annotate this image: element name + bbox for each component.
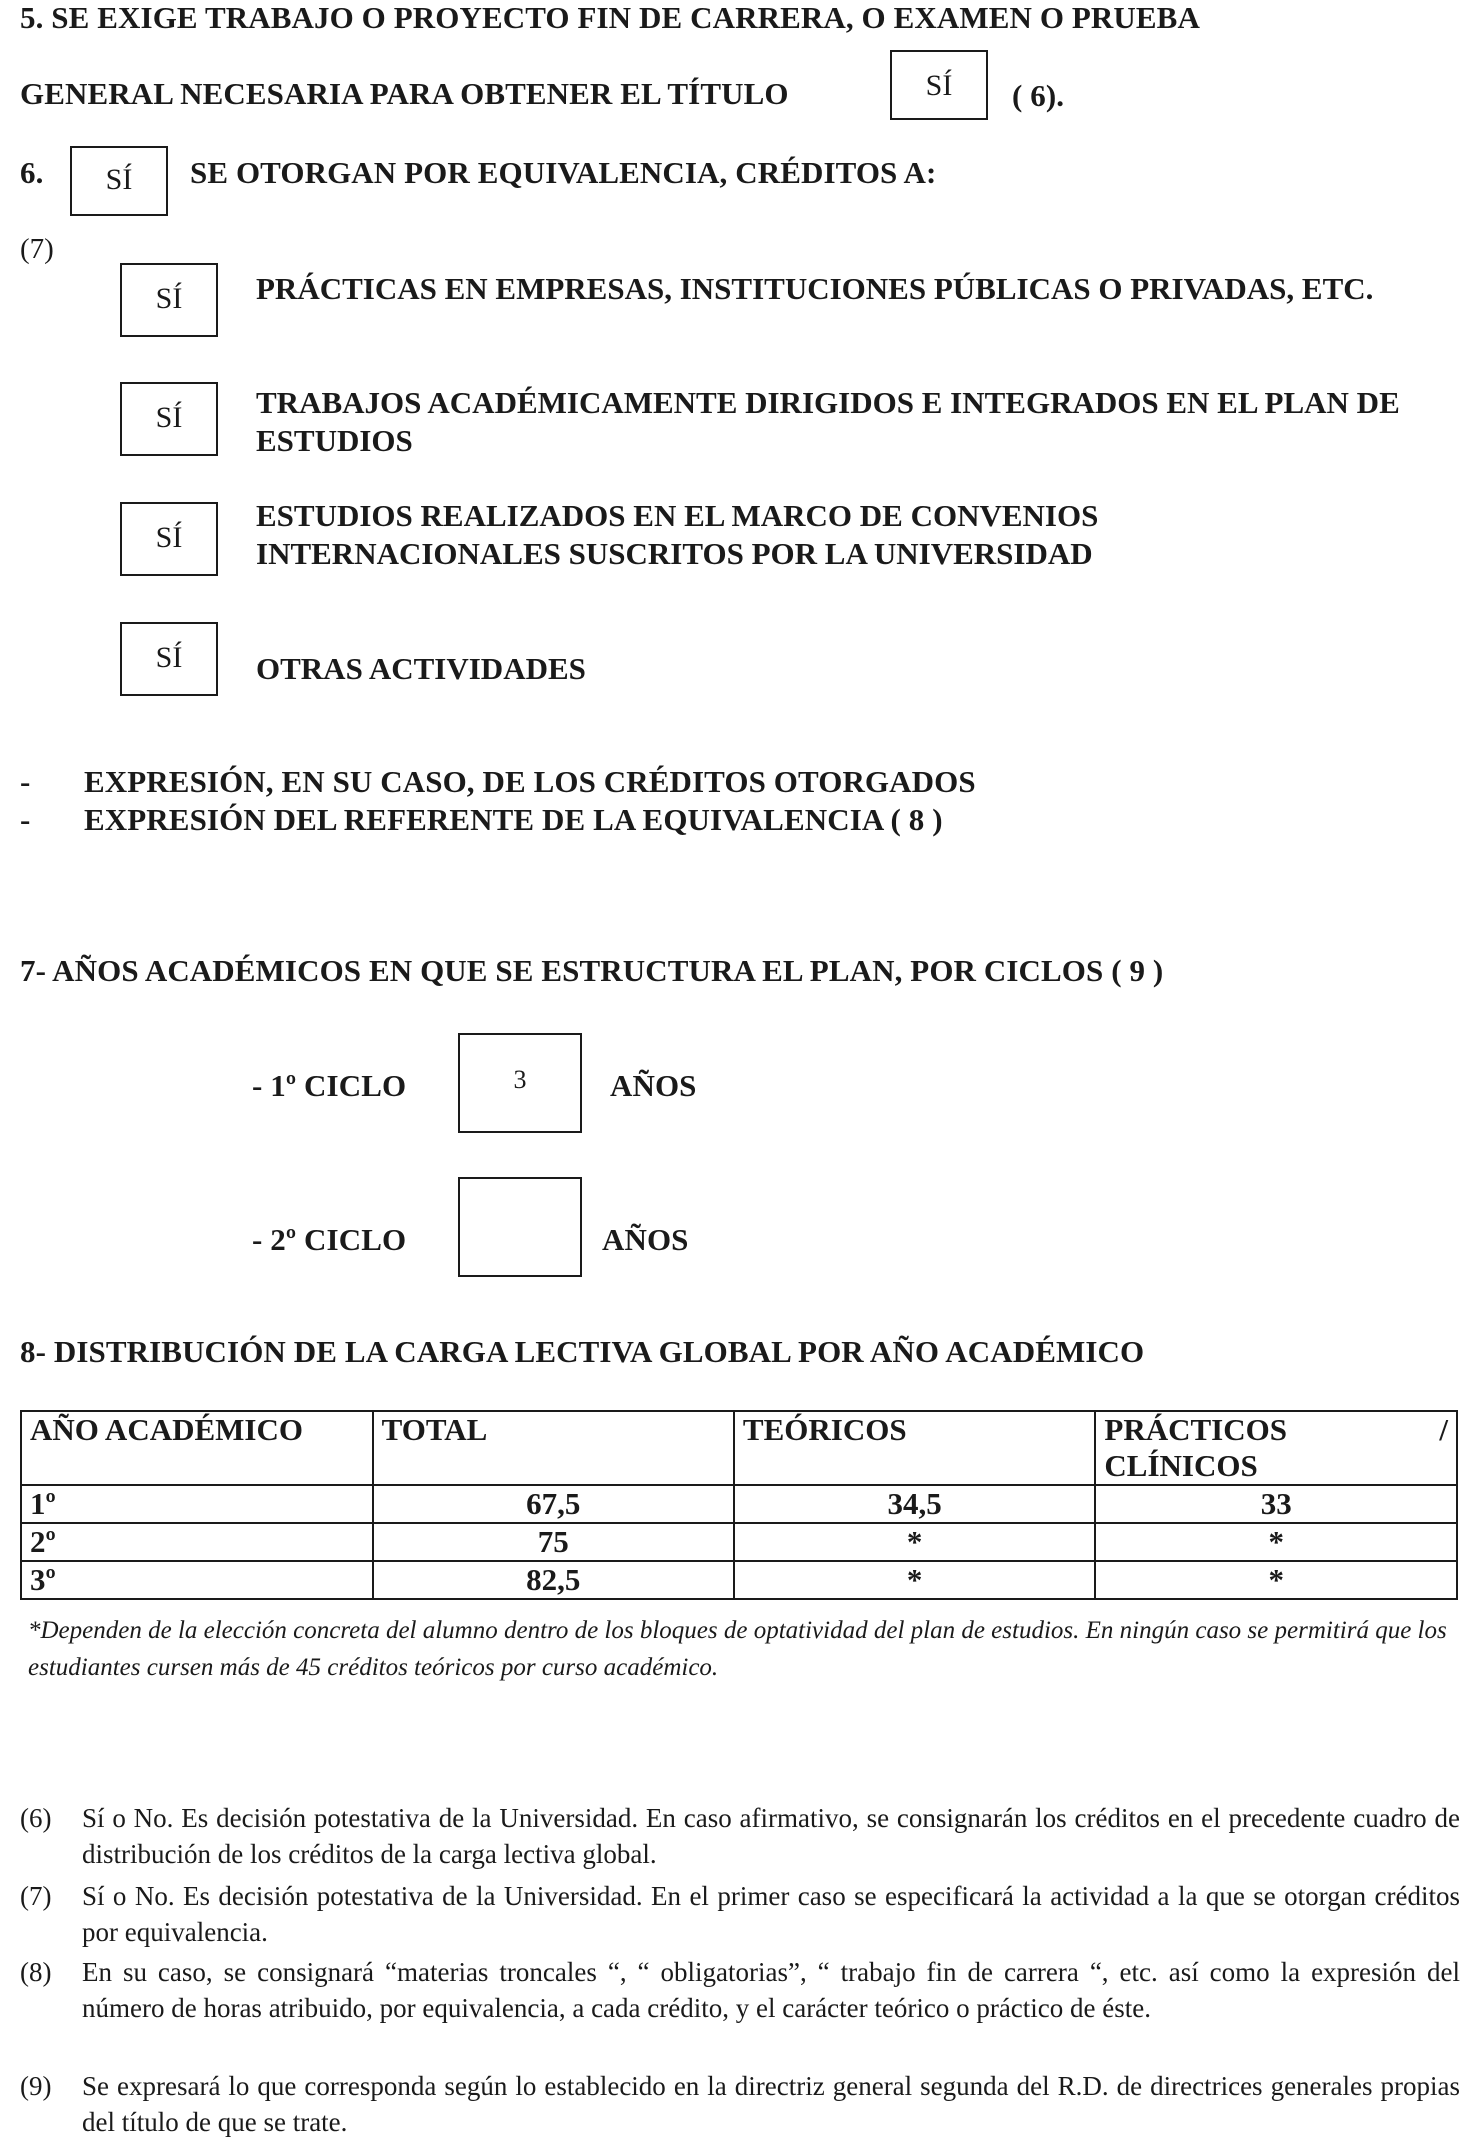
option-practicas-text: PRÁCTICAS EN EMPRESAS, INSTITUCIONES PÚBLICAS O PRIVADAS, ETC. — [256, 271, 1374, 306]
footnote-text: Sí o No. Es decisión potestativa de la Universidad. En caso afirmativo, se consignarán los créditos en el precedente cuadro de distribución de los créditos de la carga lectiva global. — [82, 1803, 1460, 1869]
ciclo-1-unit: AÑOS — [610, 1068, 697, 1103]
ciclo-1-years-box: 3 — [458, 1033, 582, 1133]
option-trabajos-text: TRABAJOS ACADÉMICAMENTE DIRIGIDOS E INTEGRADOS EN EL PLAN DE ESTUDIOS — [256, 385, 1400, 458]
table-row — [21, 1561, 1457, 1599]
row-teoricos: 34,5 — [734, 1485, 1095, 1523]
section-6-ref: (7) — [20, 233, 54, 265]
row-practicos: * — [1095, 1523, 1457, 1561]
section-6-answer-box: SÍ — [70, 146, 168, 216]
footnote-6 — [20, 1800, 1460, 1872]
header-total: TOTAL — [373, 1411, 734, 1485]
option-otras-box: SÍ — [120, 622, 218, 696]
row-total: 82,5 — [373, 1561, 734, 1599]
row-year: 2º — [21, 1523, 373, 1561]
row-total: 75 — [373, 1523, 734, 1561]
footnote-9 — [20, 2068, 1460, 2140]
section-7-title: 7- AÑOS ACADÉMICOS EN QUE SE ESTRUCTURA EL PLAN, POR CICLOS ( 9 ) — [20, 953, 1164, 988]
footnote-number: (9) — [20, 2071, 52, 2101]
header-practicos — [1095, 1411, 1457, 1485]
bullet-dash: - — [20, 764, 31, 799]
section-5-line-1: 5. SE EXIGE TRABAJO O PROYECTO FIN DE CARRERA, O EXAMEN O PRUEBA — [20, 0, 1200, 35]
option-otras-text: OTRAS ACTIVIDADES — [256, 651, 586, 686]
row-teoricos: * — [734, 1561, 1095, 1599]
section-5-line-2: GENERAL NECESARIA PARA OBTENER EL TÍTULO — [20, 76, 789, 111]
footnote-7 — [20, 1878, 1460, 1950]
option-estudios-text: ESTUDIOS REALIZADOS EN EL MARCO DE CONVENIOS INTERNACIONALES SUSCRITOS POR LA UNIVERSIDAD — [256, 498, 1099, 571]
bullet-dash: - — [20, 802, 31, 837]
row-practicos: 33 — [1095, 1485, 1457, 1523]
bullet-referente: EXPRESIÓN DEL REFERENTE DE LA EQUIVALENCIA ( 8 ) — [84, 802, 943, 837]
row-teoricos: * — [734, 1523, 1095, 1561]
section-8-title: 8- DISTRIBUCIÓN DE LA CARGA LECTIVA GLOBAL POR AÑO ACADÉMICO — [20, 1334, 1145, 1369]
row-year: 3º — [21, 1561, 373, 1599]
carga-lectiva-table — [20, 1410, 1458, 1600]
ciclo-2-label: - 2º CICLO — [252, 1222, 407, 1257]
table-row — [21, 1485, 1457, 1523]
option-practicas-box: SÍ — [120, 263, 218, 337]
header-slash: / — [1439, 1412, 1448, 1447]
footnote-text: Sí o No. Es decisión potestativa de la Universidad. En el primer caso se especificará la actividad a la que se otorgan créditos por equivalencia. — [82, 1881, 1460, 1947]
footnote-number: (6) — [20, 1803, 52, 1833]
ciclo-1-label: - 1º CICLO — [252, 1068, 407, 1103]
section-5-answer-box: SÍ — [890, 50, 988, 120]
header-practicos-label: PRÁCTICOS — [1104, 1412, 1287, 1447]
header-clinicos-label: CLÍNICOS — [1104, 1448, 1258, 1483]
table-note: *Dependen de la elección concreta del alumno dentro de los bloques de optatividad del plan de estudios. En ningún caso se permitirá que los estudiantes cursen más de 45 créditos teóricos por curso académico. — [28, 1617, 1447, 1681]
row-year: 1º — [21, 1485, 373, 1523]
footnote-text: En su caso, se consignará “materias troncales “, “ obligatorias”, “ trabajo fin de carrera “, etc. así como la expresión del número de horas atribuido, por equivalencia, a cada crédito, y el carácter teórico o práctico de éste. — [82, 1957, 1460, 2023]
table-row — [21, 1523, 1457, 1561]
footnote-text: Se expresará lo que corresponda según lo establecido en la directriz general segunda del R.D. de directrices generales propias del título de que se trate. — [82, 2071, 1460, 2137]
bullet-creditos: EXPRESIÓN, EN SU CASO, DE LOS CRÉDITOS OTORGADOS — [84, 764, 976, 799]
option-trabajos-box: SÍ — [120, 382, 218, 456]
section-6-title: SE OTORGAN POR EQUIVALENCIA, CRÉDITOS A: — [190, 155, 937, 190]
footnote-number: (7) — [20, 1881, 52, 1911]
header-teoricos: TEÓRICOS — [734, 1411, 1095, 1485]
ciclo-2-unit: AÑOS — [602, 1222, 689, 1257]
table-header-row — [21, 1411, 1457, 1485]
row-practicos: * — [1095, 1561, 1457, 1599]
option-estudios-box: SÍ — [120, 502, 218, 576]
ciclo-2-years-box — [458, 1177, 582, 1277]
section-5-ref: ( 6). — [1012, 78, 1065, 113]
row-total: 67,5 — [373, 1485, 734, 1523]
footnote-8 — [20, 1954, 1460, 2026]
footnote-number: (8) — [20, 1957, 52, 1987]
section-6-number: 6. — [20, 155, 44, 190]
header-ano: AÑO ACADÉMICO — [21, 1411, 373, 1485]
